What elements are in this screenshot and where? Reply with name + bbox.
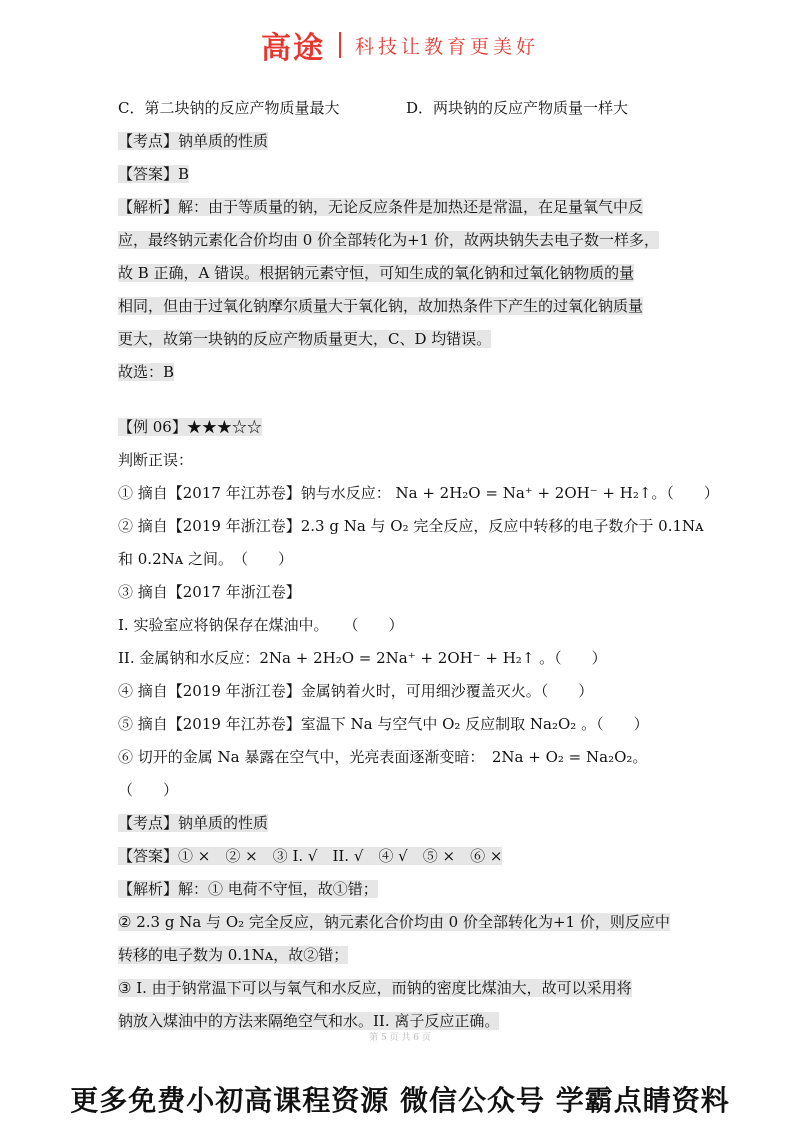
q6-analysis-line: ③ I. 由于钠常温下可以与氧气和水反应，而钠的密度比煤油大，故可以采用将 [118,979,632,997]
q6-item4: ④ 摘自【2019 年浙江卷】金属钠着火时，可用细沙覆盖灭火。（ ） [118,682,594,700]
q6-item6-line1: ⑥ 切开的金属 Na 暴露在空气中，光亮表面逐渐变暗： 2Na + O₂ = Na₂O₂。 [118,748,648,766]
q6-item1-equation: Na + 2H₂O = Na⁺ + 2OH⁻ + H₂↑。（ ） [395,484,719,502]
q5-answer: 【答案】B [118,165,190,183]
q6-analysis-line: 转移的电子数为 0.1Nᴀ，故②错； [118,946,349,964]
page-number: 第 5 页 共 6 页 [369,1033,431,1043]
q5-analysis-line: 应，最终钠元素化合价均由 0 价全部转化为+1 价，故两块钠失去电子数一样多， [118,231,659,249]
q5-choose: 故选：B [118,363,175,381]
q6-item2-line1: ② 摘自【2019 年浙江卷】2.3 g Na 与 O₂ 完全反应，反应中转移的电子数介于 0.1Nᴀ [118,517,704,535]
q6-item3-i: I. 实验室应将钠保存在煤油中。 （ ） [118,616,404,634]
q6-item1-source: ① 摘自【2017 年江苏卷】钠与水反应： [118,484,391,502]
q6-analysis-line: ② 2.3 g Na 与 O₂ 完全反应，钠元素化合价均由 0 价全部转化为+1 价，则反应中 [118,913,670,931]
q6-item6-line2: （ ） [118,781,179,799]
q6-item1 [118,477,719,510]
option-d: D．两块钠的反应产物质量一样大 [406,99,629,117]
option-c: C．第二块钠的反应产物质量最大 [118,99,340,117]
footer-banner: 更多免费小初高课程资源 微信公众号 学霸点睛资料 [70,1084,730,1117]
q6-kaodian: 【考点】钠单质的性质 [118,814,269,832]
brand-logo: 高途 [260,31,325,66]
document-body [118,92,719,1038]
q6-title: 【例 06】★★★☆☆ [118,418,262,436]
q6-prompt: 判断正误： [118,451,194,469]
q5-analysis-line: 【解析】解：由于等质量的钠，无论反应条件是加热还是常温，在足量氧气中反 [118,198,644,216]
q6-analysis-line: 钠放入煤油中的方法来隔绝空气和水。II. 离子反应正确。 [118,1012,500,1030]
q6-item3-title: ③ 摘自【2017 年浙江卷】 [118,583,301,601]
q6-item5: ⑤ 摘自【2019 年江苏卷】室温下 Na 与空气中 O₂ 反应制取 Na₂O₂ 。（ ） [118,715,649,733]
q6-item2-line2: 和 0.2Nᴀ 之间。 （ ） [118,550,293,568]
q6-item3-ii: II. 金属钠和水反应：2Na + 2H₂O = 2Na⁺ + 2OH⁻ + H₂↑ 。（ ） [118,649,607,667]
q6-answer: 【答案】① × ② × ③ I. √ II. √ ④ √ ⑤ × ⑥ × [118,847,503,865]
page-header [0,0,800,90]
options-row [118,92,688,125]
q5-kaodian: 【考点】钠单质的性质 [118,132,269,150]
q5-analysis-line: 更大，故第一块钠的反应产物质量更大，C、D 均错误。 [118,330,492,348]
q5-analysis-line: 故 B 正确，A 错误。根据钠元素守恒，可知生成的氧化钠和过氧化钠物质的量 [118,264,635,282]
q6-analysis-line: 【解析】解：① 电荷不守恒，故①错； [118,880,378,898]
brand-slogan: 科技让教育更美好 [354,35,539,58]
q5-analysis-line: 相同，但由于过氧化钠摩尔质量大于氧化钠，故加热条件下产生的过氧化钠质量 [118,297,644,315]
header-divider [339,32,341,58]
